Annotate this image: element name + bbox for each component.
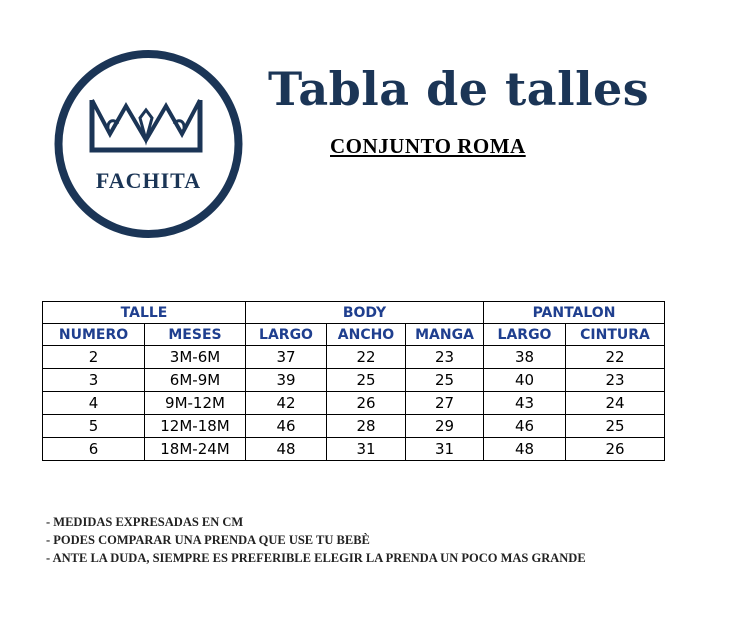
note-item: - ANTE LA DUDA, SIEMPRE ES PREFERIBLE ELEGIR LA PRENDA UN POCO MAS GRANDE: [46, 551, 586, 565]
cell-meses: 9M-12M: [145, 392, 246, 415]
cell-body-ancho: 26: [327, 392, 406, 415]
group-header-row: [43, 302, 665, 324]
cell-body-largo: 48: [246, 438, 327, 461]
col-meses: MESES: [145, 324, 246, 346]
cell-body-manga: 29: [406, 415, 484, 438]
cell-numero: 4: [43, 392, 145, 415]
cell-body-ancho: 28: [327, 415, 406, 438]
col-body-manga: MANGA: [406, 324, 484, 346]
cell-body-ancho: 25: [327, 369, 406, 392]
col-body-ancho: ANCHO: [327, 324, 406, 346]
cell-numero: 3: [43, 369, 145, 392]
cell-meses: 3M-6M: [145, 346, 246, 369]
notes: [46, 513, 586, 567]
cell-body-manga: 27: [406, 392, 484, 415]
cell-body-largo: 37: [246, 346, 327, 369]
cell-body-manga: 23: [406, 346, 484, 369]
cell-meses: 18M-24M: [145, 438, 246, 461]
table-row: [43, 392, 665, 415]
cell-numero: 2: [43, 346, 145, 369]
cell-meses: 6M-9M: [145, 369, 246, 392]
page-title: Tabla de talles: [268, 62, 650, 116]
note-item: - MEDIDAS EXPRESADAS EN CM: [46, 515, 244, 529]
cell-body-largo: 42: [246, 392, 327, 415]
cell-pantalon-cintura: 23: [566, 369, 665, 392]
cell-pantalon-largo: 46: [484, 415, 566, 438]
table-row: [43, 346, 665, 369]
group-pantalon: PANTALON: [484, 302, 665, 324]
group-talle: TALLE: [43, 302, 246, 324]
cell-body-manga: 31: [406, 438, 484, 461]
fachita-logo: [52, 44, 245, 244]
col-numero: NUMERO: [43, 324, 145, 346]
col-body-largo: LARGO: [246, 324, 327, 346]
cell-pantalon-largo: 48: [484, 438, 566, 461]
col-pantalon-cintura: CINTURA: [566, 324, 665, 346]
cell-meses: 12M-18M: [145, 415, 246, 438]
group-body: BODY: [246, 302, 484, 324]
cell-body-manga: 25: [406, 369, 484, 392]
size-table: [42, 301, 665, 461]
brand-name: FACHITA: [95, 168, 202, 193]
cell-body-largo: 39: [246, 369, 327, 392]
cell-pantalon-largo: 38: [484, 346, 566, 369]
column-header-row: [43, 324, 665, 346]
cell-body-ancho: 22: [327, 346, 406, 369]
cell-pantalon-largo: 40: [484, 369, 566, 392]
table-row: [43, 369, 665, 392]
cell-pantalon-cintura: 24: [566, 392, 665, 415]
cell-pantalon-cintura: 26: [566, 438, 665, 461]
cell-numero: 6: [43, 438, 145, 461]
note-item: - PODES COMPARAR UNA PRENDA QUE USE TU BEBÈ: [46, 533, 370, 547]
col-pantalon-largo: LARGO: [484, 324, 566, 346]
cell-body-largo: 46: [246, 415, 327, 438]
table-row: [43, 438, 665, 461]
cell-body-ancho: 31: [327, 438, 406, 461]
cell-pantalon-cintura: 25: [566, 415, 665, 438]
crown-icon: [92, 100, 200, 150]
page-subtitle: CONJUNTO ROMA: [330, 134, 526, 158]
cell-pantalon-cintura: 22: [566, 346, 665, 369]
table-row: [43, 415, 665, 438]
cell-pantalon-largo: 43: [484, 392, 566, 415]
cell-numero: 5: [43, 415, 145, 438]
